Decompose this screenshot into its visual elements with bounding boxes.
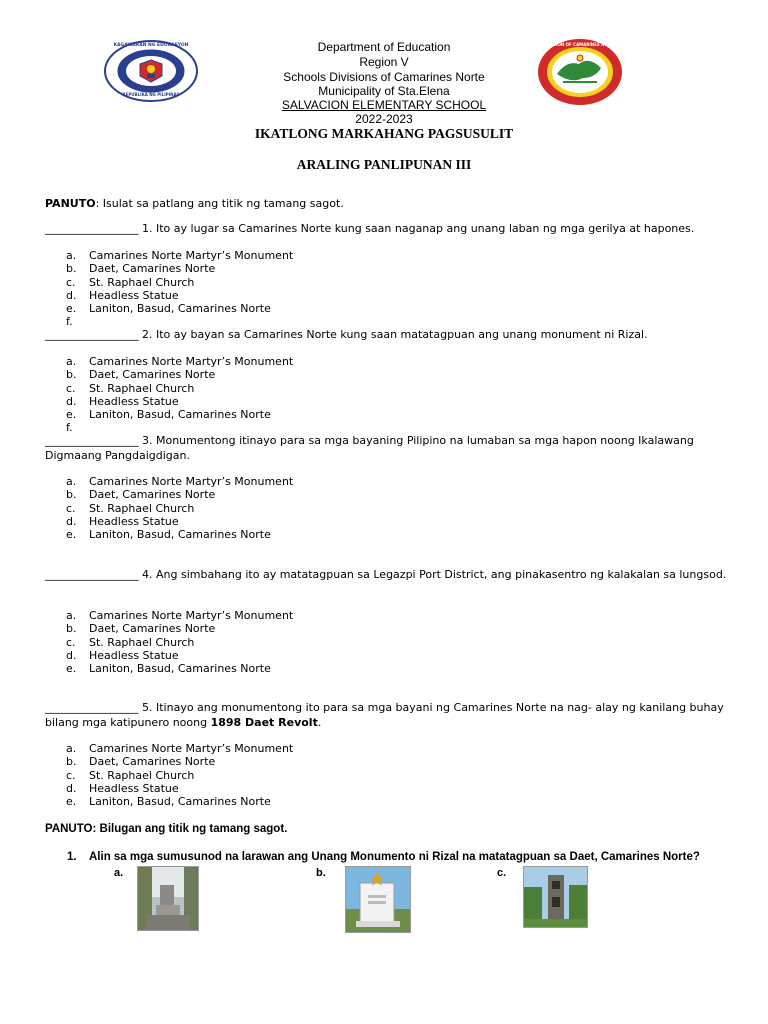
option-d[interactable]: d. Headless Statue: [66, 394, 179, 408]
option-a[interactable]: a. Camarines Norte Martyr’s Monument: [66, 742, 294, 755]
exam-title: IKATLONG MARKAHANG PAGSUSULIT: [254, 126, 514, 141]
photo-monument-b[interactable]: [345, 866, 411, 933]
deped-ring-bottom: REPUBLIKA NG PILIPINAS: [122, 92, 180, 97]
option-a[interactable]: a. Camarines Norte Martyr’s Monument: [66, 475, 294, 488]
section2-instruction: PANUTO: Bilugan ang titik ng tamang sagot.: [45, 823, 288, 835]
answer-blank[interactable]: _________________: [45, 222, 139, 235]
choice-b-label[interactable]: b.: [316, 867, 326, 879]
question-text: 1. Ito ay lugar sa Camarines Norte kung saan naganap ang unang laban ng mga gerilya at hapones.: [138, 222, 695, 235]
section2-q1-text: Alin sa mga sumusunod na larawan ang Unang Monumento ni Rizal na matatagpuan sa Daet, Camarines Norte?: [89, 851, 700, 863]
option-b[interactable]: b. Daet, Camarines Norte: [66, 488, 216, 502]
question-bold: 1898 Daet Revolt: [210, 716, 318, 729]
option-e[interactable]: e. Laniton, Basud, Camarines Norte: [66, 528, 271, 542]
question-text: 2. Ito ay bayan sa Camarines Norte kung saan matatagpuan ang unang monument ni Rizal.: [138, 328, 648, 341]
option-e[interactable]: e. Laniton, Basud, Camarines Norte: [66, 302, 271, 316]
option-d[interactable]: d. Headless Statue: [66, 781, 179, 795]
option-f[interactable]: f.: [66, 421, 73, 435]
option-d[interactable]: d. Headless Statue: [66, 514, 179, 528]
photo-church-c[interactable]: [523, 866, 588, 928]
question-5-options: [66, 742, 293, 808]
question-text: 3. Monumentong itinayo para sa mga bayaning Pilipino na lumaban sa mga hapon noong Ikalawang Digmaang Pangdaigdigan.: [45, 434, 694, 462]
answer-blank[interactable]: _________________: [45, 434, 139, 447]
option-b[interactable]: b. Daet, Camarines Norte: [66, 622, 216, 636]
choice-c-label[interactable]: c.: [497, 867, 507, 879]
header-region: Region V: [359, 55, 409, 69]
header-municipality: Municipality of Sta.Elena: [318, 84, 450, 98]
option-e[interactable]: e. Laniton, Basud, Camarines Norte: [66, 408, 271, 422]
header-school: [0, 98, 768, 112]
question-1-options: [66, 249, 293, 329]
option-e[interactable]: e. Laniton, Basud, Camarines Norte: [66, 795, 271, 809]
subject-title: ARALING PANLIPUNAN III: [296, 157, 472, 172]
option-c[interactable]: c. St. Raphael Church: [66, 768, 195, 782]
option-c[interactable]: c. St. Raphael Church: [66, 501, 195, 515]
option-b[interactable]: b. Daet, Camarines Norte: [66, 262, 216, 276]
option-d[interactable]: d. Headless Statue: [66, 288, 179, 302]
section1-instruction: [45, 196, 735, 211]
question-5: _________________ 5. Itinayo ang monumentong ito para sa mga bayani ng Camarines Norte na nag- alay ng kanilang buhay bilang mga katipunero noong 1898 Daet Revolt.: [45, 701, 724, 729]
option-c[interactable]: c. St. Raphael Church: [66, 275, 195, 289]
answer-blank[interactable]: _________________: [45, 701, 139, 714]
option-b[interactable]: b. Daet, Camarines Norte: [66, 368, 216, 382]
answer-blank[interactable]: _________________: [45, 328, 139, 341]
option-c[interactable]: c. St. Raphael Church: [66, 381, 195, 395]
header-year: 2022-2023: [355, 112, 413, 126]
option-a[interactable]: a. Camarines Norte Martyr’s Monument: [66, 249, 294, 262]
question-1: [45, 221, 735, 236]
question-4: [45, 567, 735, 582]
question-text: 4. Ang simbahang ito ay matatagpuan sa Legazpi Port District, ang pinakasentro ng kalakalan sa lungsod.: [138, 568, 727, 581]
choice-a-label[interactable]: a.: [114, 867, 124, 879]
deped-ring-top: KAGAWARAN NG EDUKASYON: [113, 43, 189, 48]
option-f[interactable]: f.: [66, 315, 73, 329]
answer-blank[interactable]: _________________: [45, 568, 139, 581]
panuto-label: PANUTO: [45, 197, 96, 210]
question-text: 5. Itinayo ang monumentong ito para sa mga bayani ng Camarines Norte na nag- alay ng kanilang buhay bilang mga katipunero noong: [45, 701, 724, 729]
question-3-options: [66, 475, 293, 541]
division-ring-text: DIVISION OF CAMARINES NORTE: [543, 42, 617, 47]
question-4-options: [66, 609, 293, 675]
question-2-options: [66, 355, 293, 435]
option-a[interactable]: a. Camarines Norte Martyr’s Monument: [66, 609, 294, 622]
option-c[interactable]: c. St. Raphael Church: [66, 635, 195, 649]
section2-q1-number: 1.: [67, 851, 77, 863]
option-e[interactable]: e. Laniton, Basud, Camarines Norte: [66, 662, 271, 676]
header-deped: Department of Education: [317, 40, 451, 54]
option-b[interactable]: b. Daet, Camarines Norte: [66, 755, 216, 769]
photo-monument-a[interactable]: [137, 866, 199, 931]
option-a[interactable]: a. Camarines Norte Martyr’s Monument: [66, 355, 294, 368]
header-division: Schools Divisions of Camarines Norte: [283, 70, 485, 84]
school-name: SALVACION ELEMENTARY SCHOOL: [281, 98, 487, 112]
question-3: [45, 433, 735, 463]
option-d[interactable]: d. Headless Statue: [66, 648, 179, 662]
question-2: [45, 327, 735, 342]
panuto-text: : Isulat sa patlang ang titik ng tamang sagot.: [95, 197, 344, 210]
